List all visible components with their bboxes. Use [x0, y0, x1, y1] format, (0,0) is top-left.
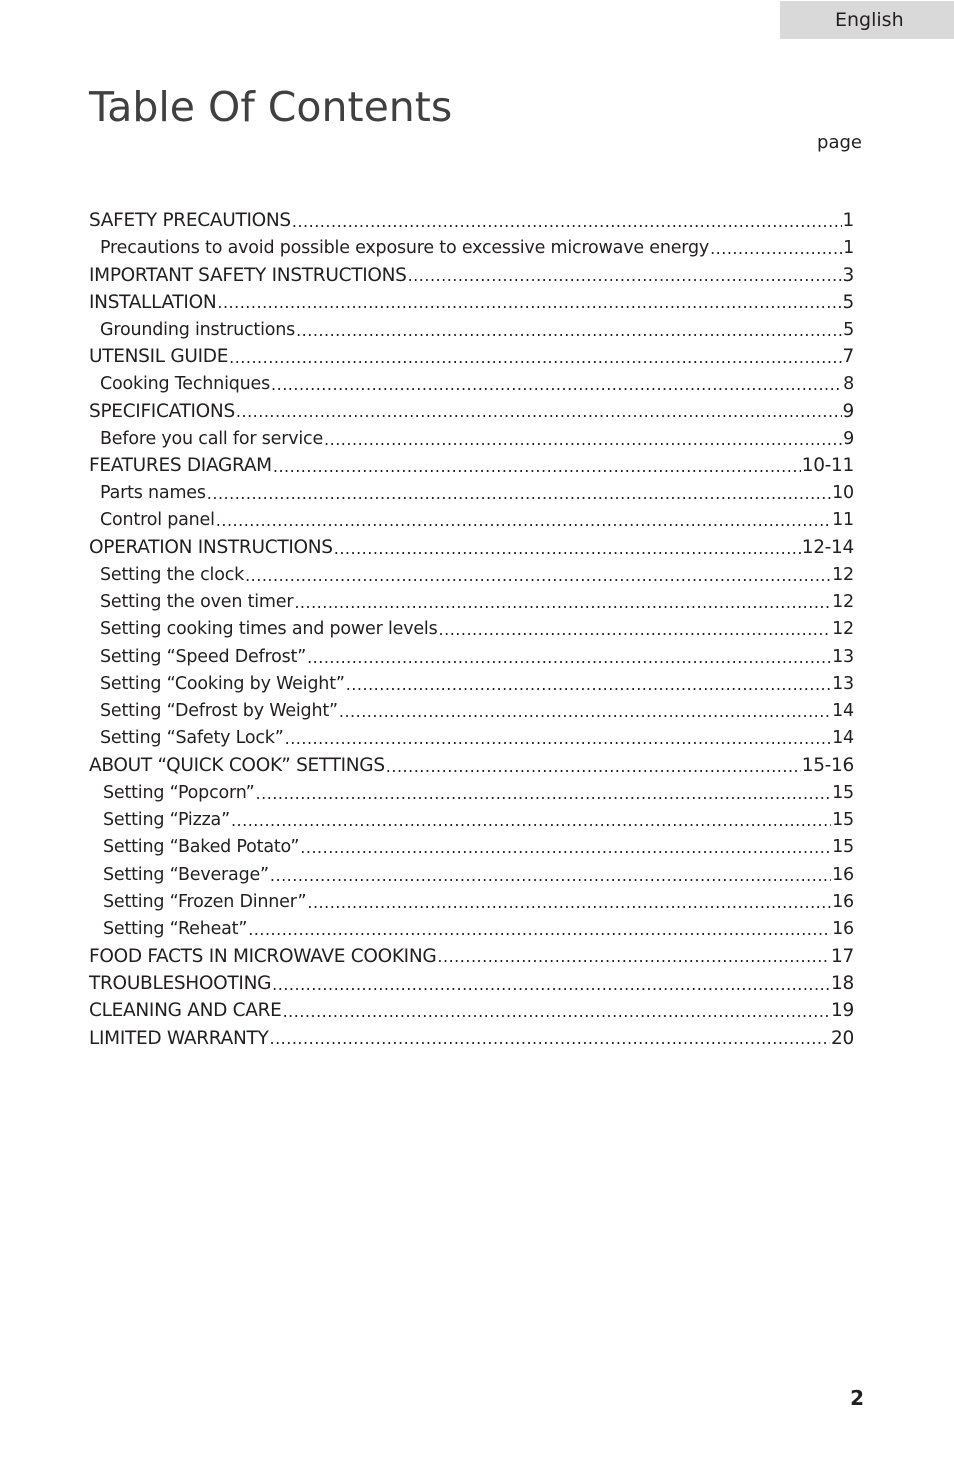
toc-entry-title: Parts names	[100, 483, 206, 504]
toc-subsection-entry[interactable]	[89, 316, 854, 343]
toc-entry-title: Cooking Techniques	[100, 374, 271, 395]
toc-entry-page: 15	[832, 782, 854, 803]
toc-entry-page: 15	[832, 810, 854, 831]
toc-entry-title: Setting “Beverage”	[103, 864, 269, 885]
toc-section-entry[interactable]	[89, 452, 854, 479]
toc-entry-title: Setting the clock	[100, 564, 245, 585]
toc-entry-title: Setting “Pizza”	[103, 810, 230, 831]
toc-entry-page: 5	[842, 291, 854, 313]
dot-leader	[271, 372, 842, 396]
dot-leader	[229, 345, 841, 369]
toc-entry-title: Setting “Frozen Dinner”	[103, 891, 307, 912]
dot-leader	[324, 427, 842, 451]
toc-entry-title: CLEANING AND CARE	[89, 1000, 282, 1022]
dot-leader	[339, 699, 831, 723]
toc-section-entry[interactable]	[89, 343, 854, 370]
toc-entry-page: 15	[832, 837, 854, 858]
page-column-label: page	[817, 132, 862, 153]
toc-entry-title: IMPORTANT SAFETY INSTRUCTIONS	[89, 264, 407, 286]
toc-subsection-entry[interactable]	[89, 561, 854, 588]
toc-entry-title: Precautions to avoid possible exposure to excessive microwave energy	[100, 237, 710, 258]
toc-entry-title: ABOUT “QUICK COOK” SETTINGS	[89, 755, 385, 777]
toc-entry-title: TROUBLESHOOTING	[89, 973, 272, 995]
toc-entry-page: 10-11	[801, 455, 854, 477]
dot-leader	[270, 1026, 831, 1050]
toc-entry-page: 13	[832, 673, 854, 694]
toc-entry-page: 12-14	[801, 537, 854, 559]
dot-leader	[283, 999, 830, 1023]
dot-leader	[217, 290, 841, 314]
toc-entry-page: 7	[842, 346, 854, 368]
dot-leader	[296, 318, 842, 342]
toc-entry-page: 15-16	[801, 755, 854, 777]
dot-leader	[207, 481, 831, 505]
toc-entry-title: SAFETY PRECAUTIONS	[89, 210, 291, 232]
toc-subsection-entry[interactable]	[89, 779, 854, 806]
toc-entry-page: 12	[832, 564, 854, 585]
toc-entry-page: 14	[832, 728, 854, 749]
toc-entry-title: Grounding instructions	[100, 319, 296, 340]
toc-subsection-entry[interactable]	[89, 888, 854, 915]
dot-leader	[292, 209, 842, 233]
toc-section-entry[interactable]	[89, 289, 854, 316]
toc-entry-page: 18	[831, 973, 854, 995]
page-title: Table Of Contents	[89, 83, 453, 131]
toc-subsection-entry[interactable]	[89, 916, 854, 943]
dot-leader	[231, 808, 831, 832]
toc-entry-page: 1	[842, 210, 854, 232]
toc-subsection-entry[interactable]	[89, 480, 854, 507]
toc-entry-page: 17	[831, 945, 854, 967]
toc-entry-page: 8	[843, 374, 854, 395]
toc-entry-title: Setting “Baked Potato”	[103, 837, 300, 858]
dot-leader	[256, 781, 832, 805]
toc-section-entry[interactable]	[89, 943, 854, 970]
toc-section-entry[interactable]	[89, 1025, 854, 1052]
toc-subsection-entry[interactable]	[89, 234, 854, 261]
dot-leader	[408, 263, 842, 287]
toc-subsection-entry[interactable]	[89, 616, 854, 643]
toc-subsection-entry[interactable]	[89, 643, 854, 670]
toc-entry-title: Setting “Reheat”	[103, 919, 248, 940]
toc-entry-title: Before you call for service	[100, 428, 324, 449]
toc-entry-title: Setting the oven timer	[100, 592, 294, 613]
toc-entry-title: INSTALLATION	[89, 291, 217, 313]
toc-section-entry[interactable]	[89, 207, 854, 234]
dot-leader	[245, 563, 831, 587]
toc-entry-page: 16	[832, 864, 854, 885]
dot-leader	[216, 508, 831, 532]
toc-entry-title: Setting “Defrost by Weight”	[100, 701, 338, 722]
toc-entry-page: 16	[832, 891, 854, 912]
dot-leader	[285, 726, 832, 750]
toc-entry-title: UTENSIL GUIDE	[89, 346, 229, 368]
dot-leader	[273, 454, 801, 478]
toc-entry-title: FEATURES DIAGRAM	[89, 455, 272, 477]
toc-entry-title: Control panel	[100, 510, 215, 531]
toc-entry-page: 19	[831, 1000, 854, 1022]
toc-subsection-entry[interactable]	[89, 589, 854, 616]
dot-leader	[248, 917, 831, 941]
toc-subsection-entry[interactable]	[89, 371, 854, 398]
toc-subsection-entry[interactable]	[89, 725, 854, 752]
dot-leader	[346, 672, 831, 696]
dot-leader	[307, 645, 831, 669]
dot-leader	[307, 890, 831, 914]
toc-section-entry[interactable]	[89, 534, 854, 561]
dot-leader	[439, 617, 832, 641]
toc-entry-title: Setting “Popcorn”	[103, 782, 255, 803]
table-of-contents	[89, 207, 854, 1052]
dot-leader	[270, 863, 831, 887]
toc-subsection-entry[interactable]	[89, 807, 854, 834]
toc-entry-page: 16	[832, 919, 854, 940]
toc-subsection-entry[interactable]	[89, 425, 854, 452]
dot-leader	[437, 944, 830, 968]
toc-entry-page: 14	[832, 701, 854, 722]
toc-entry-title: Setting “Safety Lock”	[100, 728, 284, 749]
dot-leader	[710, 236, 842, 260]
dot-leader	[272, 972, 830, 996]
toc-entry-page: 20	[831, 1027, 854, 1049]
toc-subsection-entry[interactable]	[89, 670, 854, 697]
dot-leader	[294, 590, 831, 614]
toc-entry-title: FOOD FACTS IN MICROWAVE COOKING	[89, 945, 437, 967]
toc-section-entry[interactable]	[89, 398, 854, 425]
toc-entry-page: 12	[832, 619, 854, 640]
toc-entry-page: 10	[832, 483, 854, 504]
toc-entry-title: Setting cooking times and power levels	[100, 619, 438, 640]
dot-leader	[334, 536, 801, 560]
toc-section-entry[interactable]	[89, 752, 854, 779]
toc-entry-page: 3	[842, 264, 854, 286]
toc-subsection-entry[interactable]	[89, 834, 854, 861]
toc-entry-page: 9	[842, 400, 854, 422]
toc-entry-title: OPERATION INSTRUCTIONS	[89, 537, 333, 559]
toc-entry-title: Setting “Speed Defrost”	[100, 646, 307, 667]
toc-entry-title: LIMITED WARRANTY	[89, 1027, 269, 1049]
toc-section-entry[interactable]	[89, 970, 854, 997]
toc-entry-page: 11	[832, 510, 854, 531]
language-tab: English	[780, 1, 954, 39]
toc-subsection-entry[interactable]	[89, 861, 854, 888]
toc-subsection-entry[interactable]	[89, 507, 854, 534]
dot-leader	[386, 754, 801, 778]
toc-entry-page: 5	[843, 319, 854, 340]
toc-entry-title: Setting “Cooking by Weight”	[100, 673, 345, 694]
toc-entry-page: 1	[843, 237, 854, 258]
page-number: 2	[850, 1386, 864, 1410]
toc-subsection-entry[interactable]	[89, 698, 854, 725]
toc-section-entry[interactable]	[89, 997, 854, 1024]
dot-leader	[236, 399, 842, 423]
toc-entry-page: 13	[832, 646, 854, 667]
dot-leader	[300, 835, 831, 859]
toc-entry-page: 12	[832, 592, 854, 613]
toc-entry-page: 9	[843, 428, 854, 449]
toc-entry-title: SPECIFICATIONS	[89, 400, 235, 422]
toc-section-entry[interactable]	[89, 262, 854, 289]
